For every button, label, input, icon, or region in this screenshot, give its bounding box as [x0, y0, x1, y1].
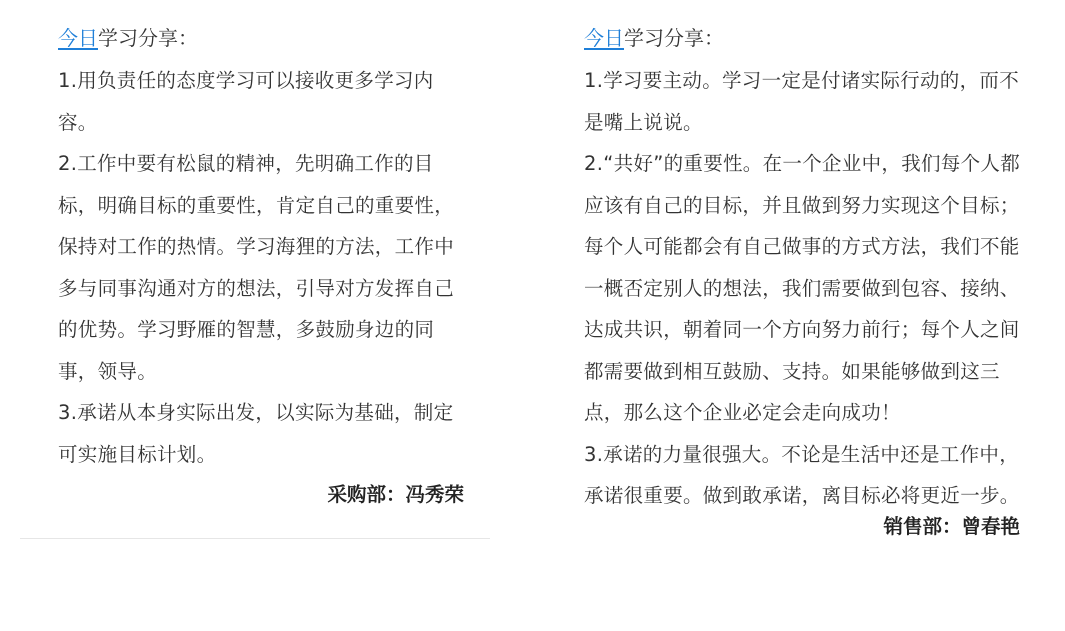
right-point-2: 2.“共好”的重要性。在一个企业中，我们每个人都应该有自己的目标，并且做到努力实现这个目标；每个人可能都会有自己做事的方式方法，我们不能一概否定别人的想法，我们需要做到包容、接纳、达成共识，朝着同一个方向努力前行；每个人之间都需要做到相互鼓励、支持。如果能够做到这三点，那么这个企业必定会走向成功！: [584, 152, 1021, 424]
left-heading-text: 学习分享：: [98, 26, 198, 50]
right-share-panel: [584, 20, 1054, 539]
left-signature: 采购部：冯秀荣: [327, 483, 464, 506]
today-link[interactable]: 今日: [58, 26, 98, 50]
left-point-2: 2.工作中要有松鼠的精神，先明确工作的目标，明确目标的重要性，肯定自己的重要性，保持对工作的热情。学习海狸的方法，工作中多与同事沟通对方的想法，引导对方发挥自己的优势。学习野雁的智慧，多鼓励身边的同事，领导。: [58, 152, 455, 383]
right-heading: [584, 26, 1054, 50]
left-point-1: 1.用负责任的态度学习可以接收更多学习内容。: [58, 69, 434, 134]
left-share-panel: [58, 20, 468, 507]
left-divider: [20, 538, 490, 539]
left-heading: [58, 26, 468, 50]
today-link[interactable]: 今日: [584, 26, 624, 50]
right-point-3: 3.承诺的力量很强大。不论是生活中还是工作中，承诺很重要。做到敢承诺，离目标必将更近一步。: [584, 442, 1020, 507]
right-point-1: 1.学习要主动。学习一定是付诸实际行动的，而不是嘴上说说。: [584, 69, 1020, 134]
left-point-3: 3.承诺从本身实际出发，以实际为基础，制定可实施目标计划。: [58, 401, 454, 466]
right-signature: 销售部：曾春艳: [883, 514, 1020, 538]
right-heading-text: 学习分享：: [624, 26, 724, 50]
